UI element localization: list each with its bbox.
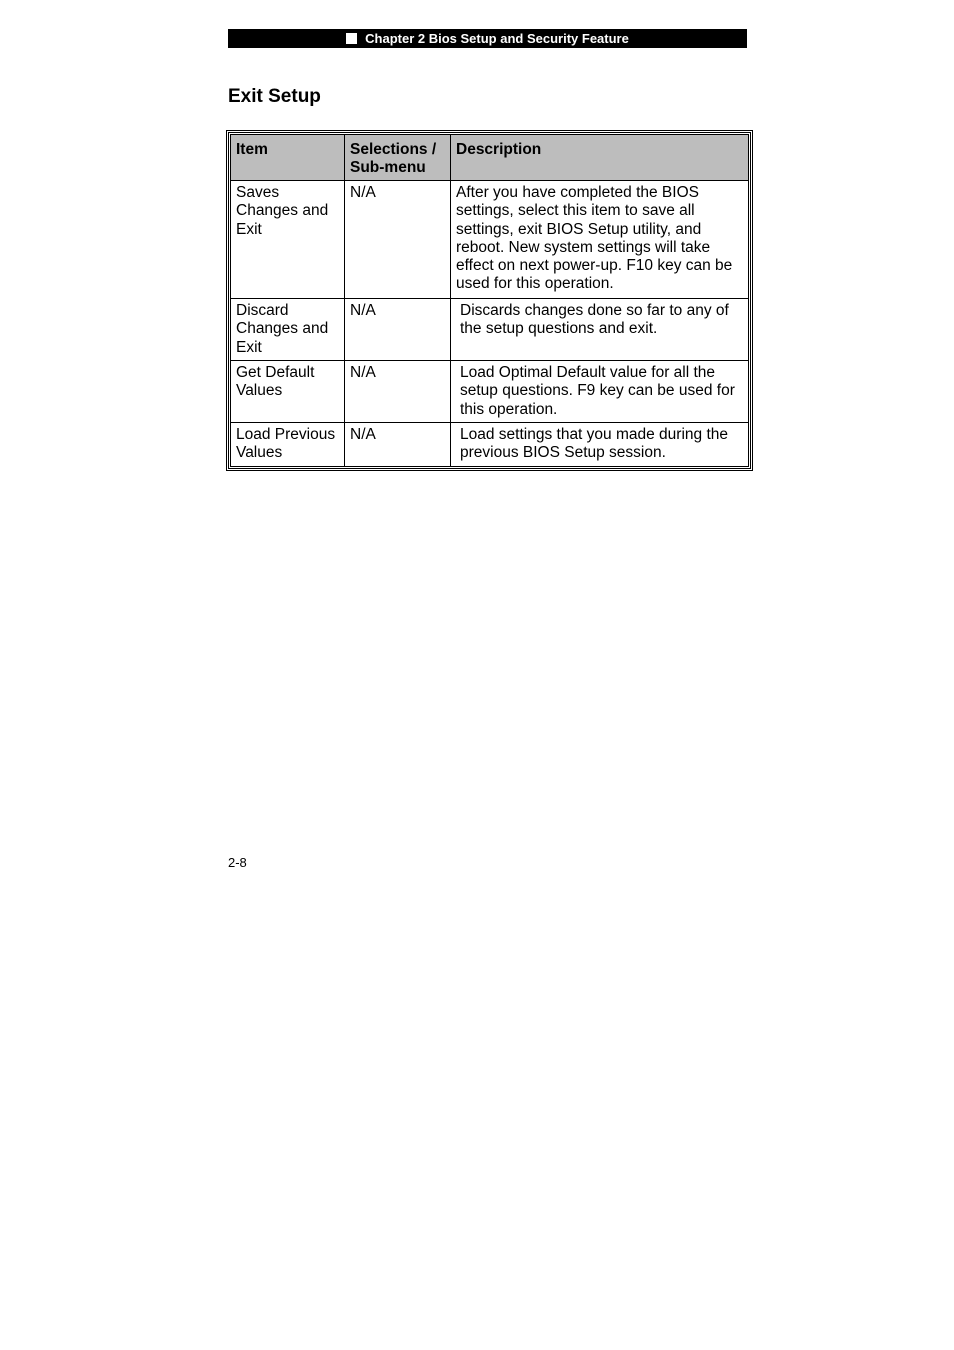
item-cell: Saves Changes and Exit	[231, 181, 345, 299]
page-number: 2-8	[228, 855, 247, 870]
table-row	[231, 423, 749, 467]
exit-setup-table	[226, 130, 753, 471]
item-cell: Get Default Values	[231, 361, 345, 423]
description-cell: Load Optimal Default value for all the setup questions. F9 key can be used for this operation.	[451, 361, 749, 423]
column-header-selections: Selections / Sub-menu	[345, 135, 451, 181]
column-header-item: Item	[231, 135, 345, 181]
item-cell: Discard Changes and Exit	[231, 299, 345, 361]
description-cell: Load settings that you made during the previous BIOS Setup session.	[451, 423, 749, 467]
column-header-description: Description	[451, 135, 749, 181]
page-title: Exit Setup	[228, 86, 321, 107]
table-row	[231, 181, 749, 299]
description-cell: Discards changes done so far to any of the setup questions and exit.	[451, 299, 749, 361]
selection-cell: N/A	[345, 361, 451, 423]
chapter-header	[228, 29, 747, 48]
table-row	[231, 361, 749, 423]
selection-cell: N/A	[345, 181, 451, 299]
item-cell: Load Previous Values	[231, 423, 345, 467]
chapter-title: Chapter 2 Bios Setup and Security Feature	[365, 31, 629, 46]
table-header-row	[231, 135, 749, 181]
selection-cell: N/A	[345, 423, 451, 467]
table-row	[231, 299, 749, 361]
square-bullet-icon	[346, 33, 357, 44]
description-cell: After you have completed the BIOS settings, select this item to save all settings, exit BIOS Setup utility, and reboot. New system settings will take effect on next power-up. F10 key can be used for this operation.	[451, 181, 749, 299]
selection-cell: N/A	[345, 299, 451, 361]
